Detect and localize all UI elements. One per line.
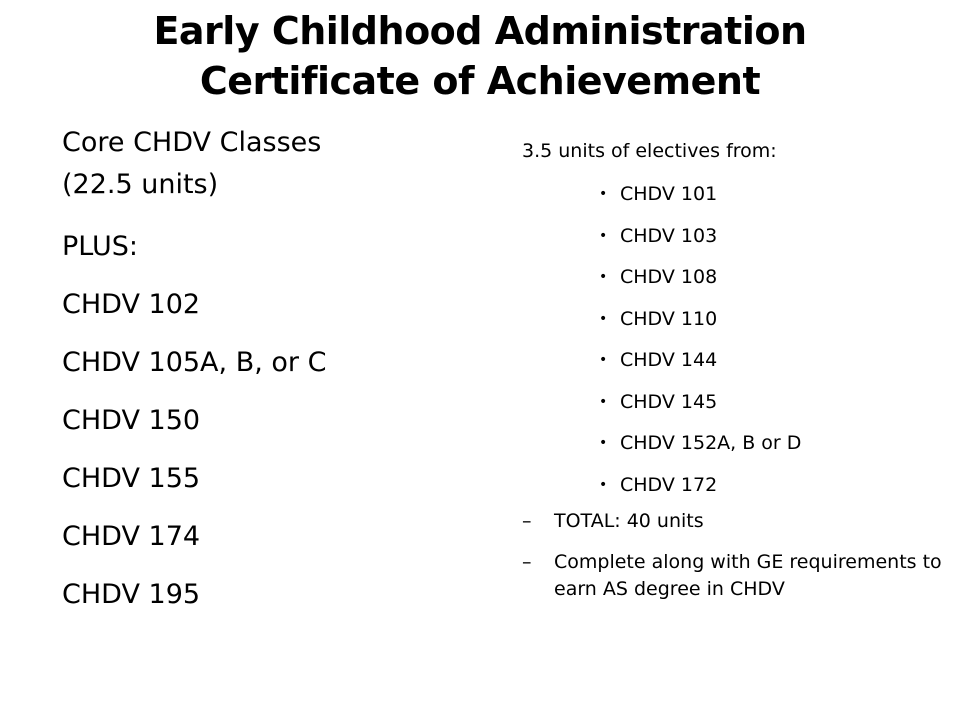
title-line-1: Early Childhood Administration: [153, 9, 807, 53]
elective-item: [599, 465, 942, 507]
dash-icon: –: [522, 551, 532, 573]
elective-item: [599, 299, 942, 341]
dash-icon: –: [522, 510, 532, 532]
elective-item: [599, 340, 942, 382]
core-course-item: CHDV 195: [62, 579, 201, 610]
bullet-icon: •: [599, 227, 608, 244]
elective-label: CHDV 152A, B or D: [620, 432, 802, 454]
note-item: [522, 508, 942, 535]
total-units-note: TOTAL: 40 units: [554, 510, 704, 532]
elective-label: CHDV 172: [620, 473, 718, 496]
electives-intro: 3.5 units of electives from:: [522, 140, 777, 162]
core-heading-line-2: (22.5 units): [62, 169, 219, 200]
electives-column: [522, 134, 942, 603]
note-item: [522, 549, 942, 603]
elective-label: CHDV 145: [620, 390, 718, 413]
elective-label: CHDV 101: [620, 183, 718, 205]
bullet-icon: •: [599, 310, 608, 327]
bullet-icon: •: [599, 435, 608, 451]
core-classes-column: [62, 120, 462, 624]
core-course-item: CHDV 150: [62, 405, 201, 436]
notes-list: [522, 508, 942, 603]
electives-list: [522, 174, 942, 506]
plus-label: PLUS:: [62, 231, 138, 262]
bullet-icon: •: [599, 269, 608, 285]
elective-item: [599, 423, 942, 465]
core-heading-line-1: Core CHDV Classes: [62, 127, 322, 158]
bullet-icon: •: [599, 476, 608, 493]
core-course-item: CHDV 155: [62, 463, 201, 494]
elective-label: CHDV 103: [620, 224, 718, 247]
core-course-item: CHDV 174: [62, 521, 201, 552]
elective-label: CHDV 144: [620, 349, 718, 371]
bullet-icon: •: [599, 393, 608, 410]
core-course-item: CHDV 102: [62, 289, 201, 320]
elective-item: [599, 174, 942, 216]
elective-item: [599, 382, 942, 424]
elective-label: CHDV 110: [620, 307, 718, 330]
core-classes-heading: [62, 122, 462, 206]
slide-title: [0, 6, 960, 106]
title-line-2: Certificate of Achievement: [199, 59, 761, 103]
elective-label: CHDV 108: [620, 266, 718, 288]
bullet-icon: •: [599, 186, 608, 202]
bullet-icon: •: [599, 352, 608, 368]
elective-item: [599, 257, 942, 299]
core-course-item: CHDV 105A, B, or C: [62, 347, 327, 378]
elective-item: [599, 216, 942, 258]
ge-requirements-note: Complete along with GE requirements to earn AS degree in CHDV: [554, 551, 942, 600]
